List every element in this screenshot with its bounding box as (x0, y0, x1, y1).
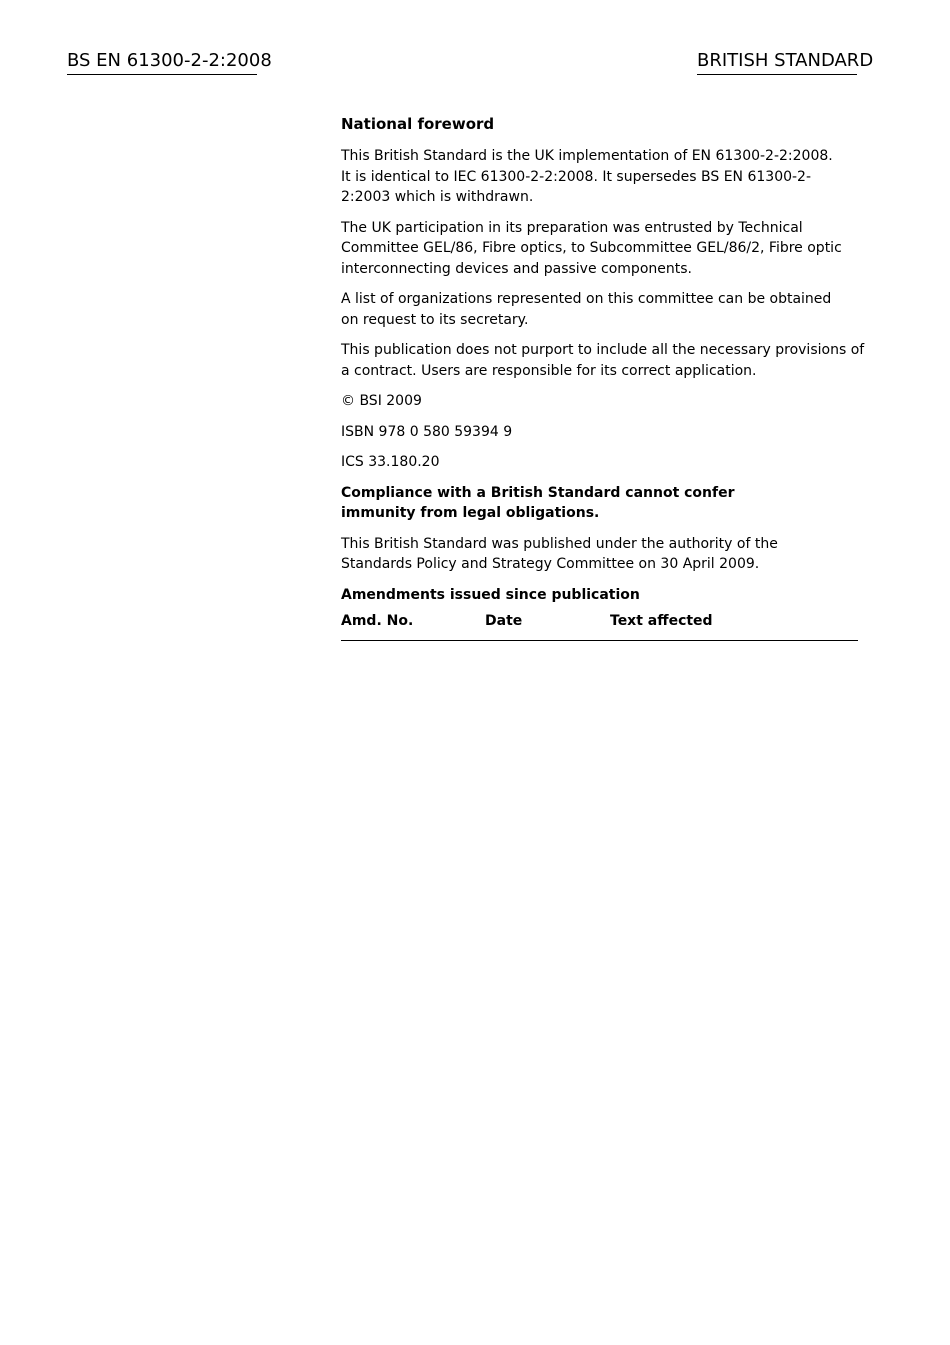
publication-authority: This British Standard was published under the authority of the Standards Policy and Strategy Committee on 30 April 2009. (341, 535, 778, 572)
national-foreword-section (341, 113, 881, 615)
document-series: BRITISH STANDARD (697, 49, 857, 75)
column-header-amd-no: Amd. No. (341, 613, 414, 629)
foreword-paragraph-organizations: A list of organizations represented on this committee can be obtained on request to its secretary. (341, 291, 832, 328)
foreword-paragraph-committee: The UK participation in its preparation was entrusted by Technical Committee GEL/86, Fibre optics, to Subcommittee GEL/86/2, Fibre optic interconnecting devices and passive components. (341, 219, 842, 277)
section-title: National foreword (341, 115, 495, 133)
amendments-heading: Amendments issued since publication (341, 586, 640, 603)
compliance-statement: Compliance with a British Standard cannot confer immunity from legal obligations. (341, 484, 735, 521)
copyright-line: © BSI 2009 (341, 393, 422, 409)
ics-line: ICS 33.180.20 (341, 454, 440, 470)
isbn-line: ISBN 978 0 580 59394 9 (341, 423, 513, 440)
column-header-date: Date (485, 613, 523, 629)
document-id: BS EN 61300-2-2:2008 (67, 49, 257, 75)
foreword-paragraph-disclaimer: This publication does not purport to include all the necessary provisions of a contract. Users are responsible for its correct application. (341, 342, 865, 379)
column-header-text-affected: Text affected (610, 613, 713, 629)
foreword-paragraph-implementation: This British Standard is the UK implementation of EN 61300-2-2:2008. It is identical to IEC 61300-2-2:2008. It supersedes BS EN 61300-2-2:2003 which is withdrawn. (341, 148, 833, 205)
amendments-table (341, 612, 858, 641)
